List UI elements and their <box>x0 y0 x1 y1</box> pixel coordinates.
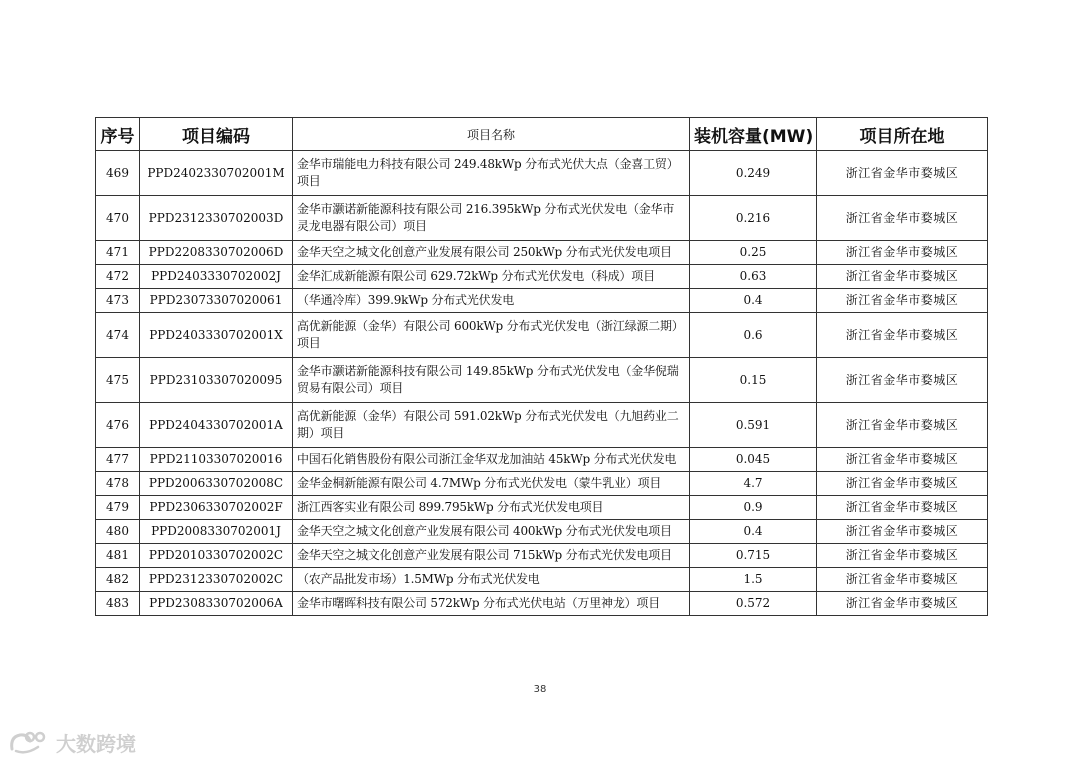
cell-project-name: 高优新能源（金华）有限公司 600kWp 分布式光伏发电（浙江绿源二期）项目 <box>293 313 690 358</box>
table-row <box>96 544 988 568</box>
cell-capacity: 0.6 <box>690 313 817 358</box>
header-name: 项目名称 <box>293 118 690 151</box>
table-row <box>96 592 988 616</box>
cell-location: 浙江省金华市婺城区 <box>817 403 988 448</box>
cell-serial: 481 <box>96 544 140 568</box>
cell-capacity: 0.045 <box>690 448 817 472</box>
cell-project-name: 金华市瑞能电力科技有限公司 249.48kWp 分布式光伏大点（金喜工贸）项目 <box>293 151 690 196</box>
cell-location: 浙江省金华市婺城区 <box>817 241 988 265</box>
cell-capacity: 0.15 <box>690 358 817 403</box>
table-row <box>96 403 988 448</box>
cell-code: PPD2312330702002C <box>140 568 293 592</box>
cell-serial: 479 <box>96 496 140 520</box>
cell-location: 浙江省金华市婺城区 <box>817 592 988 616</box>
cell-code: PPD2010330702002C <box>140 544 293 568</box>
watermark-text: 大数跨境 <box>56 732 136 756</box>
cell-serial: 476 <box>96 403 140 448</box>
cell-serial: 471 <box>96 241 140 265</box>
cell-location: 浙江省金华市婺城区 <box>817 568 988 592</box>
header-capacity: 装机容量(MW) <box>690 118 817 151</box>
cell-project-name: 金华天空之城文化创意产业发展有限公司 715kWp 分布式光伏发电项目 <box>293 544 690 568</box>
cell-project-name: 高优新能源（金华）有限公司 591.02kWp 分布式光伏发电（九旭药业二期）项目 <box>293 403 690 448</box>
table-row <box>96 448 988 472</box>
cell-project-name: （华通冷库）399.9kWp 分布式光伏发电 <box>293 289 690 313</box>
cell-serial: 469 <box>96 151 140 196</box>
cell-project-name: 金华天空之城文化创意产业发展有限公司 400kWp 分布式光伏发电项目 <box>293 520 690 544</box>
cell-capacity: 0.216 <box>690 196 817 241</box>
cell-serial: 473 <box>96 289 140 313</box>
cell-code: PPD23073307020061 <box>140 289 293 313</box>
cell-location: 浙江省金华市婺城区 <box>817 544 988 568</box>
cell-serial: 477 <box>96 448 140 472</box>
cell-serial: 482 <box>96 568 140 592</box>
cell-location: 浙江省金华市婺城区 <box>817 196 988 241</box>
cell-code: PPD2403330702002J <box>140 265 293 289</box>
page-number: 38 <box>533 684 547 695</box>
cell-project-name: （农产品批发市场）1.5MWp 分布式光伏发电 <box>293 568 690 592</box>
project-table <box>95 117 988 616</box>
cell-location: 浙江省金华市婺城区 <box>817 520 988 544</box>
cell-capacity: 0.4 <box>690 520 817 544</box>
table-row <box>96 265 988 289</box>
cell-capacity: 0.9 <box>690 496 817 520</box>
cell-capacity: 0.25 <box>690 241 817 265</box>
cell-project-name: 金华天空之城文化创意产业发展有限公司 250kWp 分布式光伏发电项目 <box>293 241 690 265</box>
cell-code: PPD2312330702003D <box>140 196 293 241</box>
cell-project-name: 金华金桐新能源有限公司 4.7MWp 分布式光伏发电（蒙牛乳业）项目 <box>293 472 690 496</box>
cell-serial: 474 <box>96 313 140 358</box>
cell-location: 浙江省金华市婺城区 <box>817 472 988 496</box>
cell-code: PPD2008330702001J <box>140 520 293 544</box>
cell-project-name: 金华市曙晖科技有限公司 572kWp 分布式光伏电站（万里神龙）项目 <box>293 592 690 616</box>
table-row <box>96 568 988 592</box>
cell-project-name: 中国石化销售股份有限公司浙江金华双龙加油站 45kWp 分布式光伏发电 <box>293 448 690 472</box>
cell-capacity: 0.4 <box>690 289 817 313</box>
cell-code: PPD2403330702001X <box>140 313 293 358</box>
cell-code: PPD2404330702001A <box>140 403 293 448</box>
cell-project-name: 浙江西客实业有限公司 899.795kWp 分布式光伏发电项目 <box>293 496 690 520</box>
table-row <box>96 496 988 520</box>
cell-capacity: 4.7 <box>690 472 817 496</box>
cell-code: PPD21103307020016 <box>140 448 293 472</box>
cell-project-name: 金华市灏诺新能源科技有限公司 149.85kWp 分布式光伏发电（金华倪瑞贸易有限公司）项目 <box>293 358 690 403</box>
cell-location: 浙江省金华市婺城区 <box>817 358 988 403</box>
cell-location: 浙江省金华市婺城区 <box>817 151 988 196</box>
cell-code: PPD2208330702006D <box>140 241 293 265</box>
cell-serial: 480 <box>96 520 140 544</box>
cell-capacity: 0.249 <box>690 151 817 196</box>
cell-location: 浙江省金华市婺城区 <box>817 448 988 472</box>
table-row <box>96 241 988 265</box>
cell-project-name: 金华汇成新能源有限公司 629.72kWp 分布式光伏发电（科成）项目 <box>293 265 690 289</box>
brand-logo-icon <box>8 729 52 757</box>
table-row <box>96 196 988 241</box>
cell-code: PPD2306330702002F <box>140 496 293 520</box>
cell-code: PPD2402330702001M <box>140 151 293 196</box>
header-serial: 序号 <box>96 118 140 151</box>
table-row <box>96 358 988 403</box>
cell-serial: 483 <box>96 592 140 616</box>
table-row <box>96 289 988 313</box>
cell-location: 浙江省金华市婺城区 <box>817 313 988 358</box>
cell-code: PPD23103307020095 <box>140 358 293 403</box>
cell-serial: 475 <box>96 358 140 403</box>
cell-capacity: 0.572 <box>690 592 817 616</box>
table-header-row <box>96 118 988 151</box>
cell-location: 浙江省金华市婺城区 <box>817 289 988 313</box>
table-row <box>96 520 988 544</box>
cell-capacity: 0.591 <box>690 403 817 448</box>
cell-code: PPD2308330702006A <box>140 592 293 616</box>
cell-capacity: 0.63 <box>690 265 817 289</box>
header-code: 项目编码 <box>140 118 293 151</box>
table-row <box>96 313 988 358</box>
cell-serial: 478 <box>96 472 140 496</box>
cell-serial: 472 <box>96 265 140 289</box>
cell-location: 浙江省金华市婺城区 <box>817 265 988 289</box>
cell-serial: 470 <box>96 196 140 241</box>
cell-capacity: 0.715 <box>690 544 817 568</box>
header-location: 项目所在地 <box>817 118 988 151</box>
table-row <box>96 151 988 196</box>
cell-project-name: 金华市灏诺新能源科技有限公司 216.395kWp 分布式光伏发电（金华市灵龙电器有限公司）项目 <box>293 196 690 241</box>
watermark <box>8 728 136 757</box>
cell-location: 浙江省金华市婺城区 <box>817 496 988 520</box>
cell-code: PPD2006330702008C <box>140 472 293 496</box>
table-row <box>96 472 988 496</box>
cell-capacity: 1.5 <box>690 568 817 592</box>
